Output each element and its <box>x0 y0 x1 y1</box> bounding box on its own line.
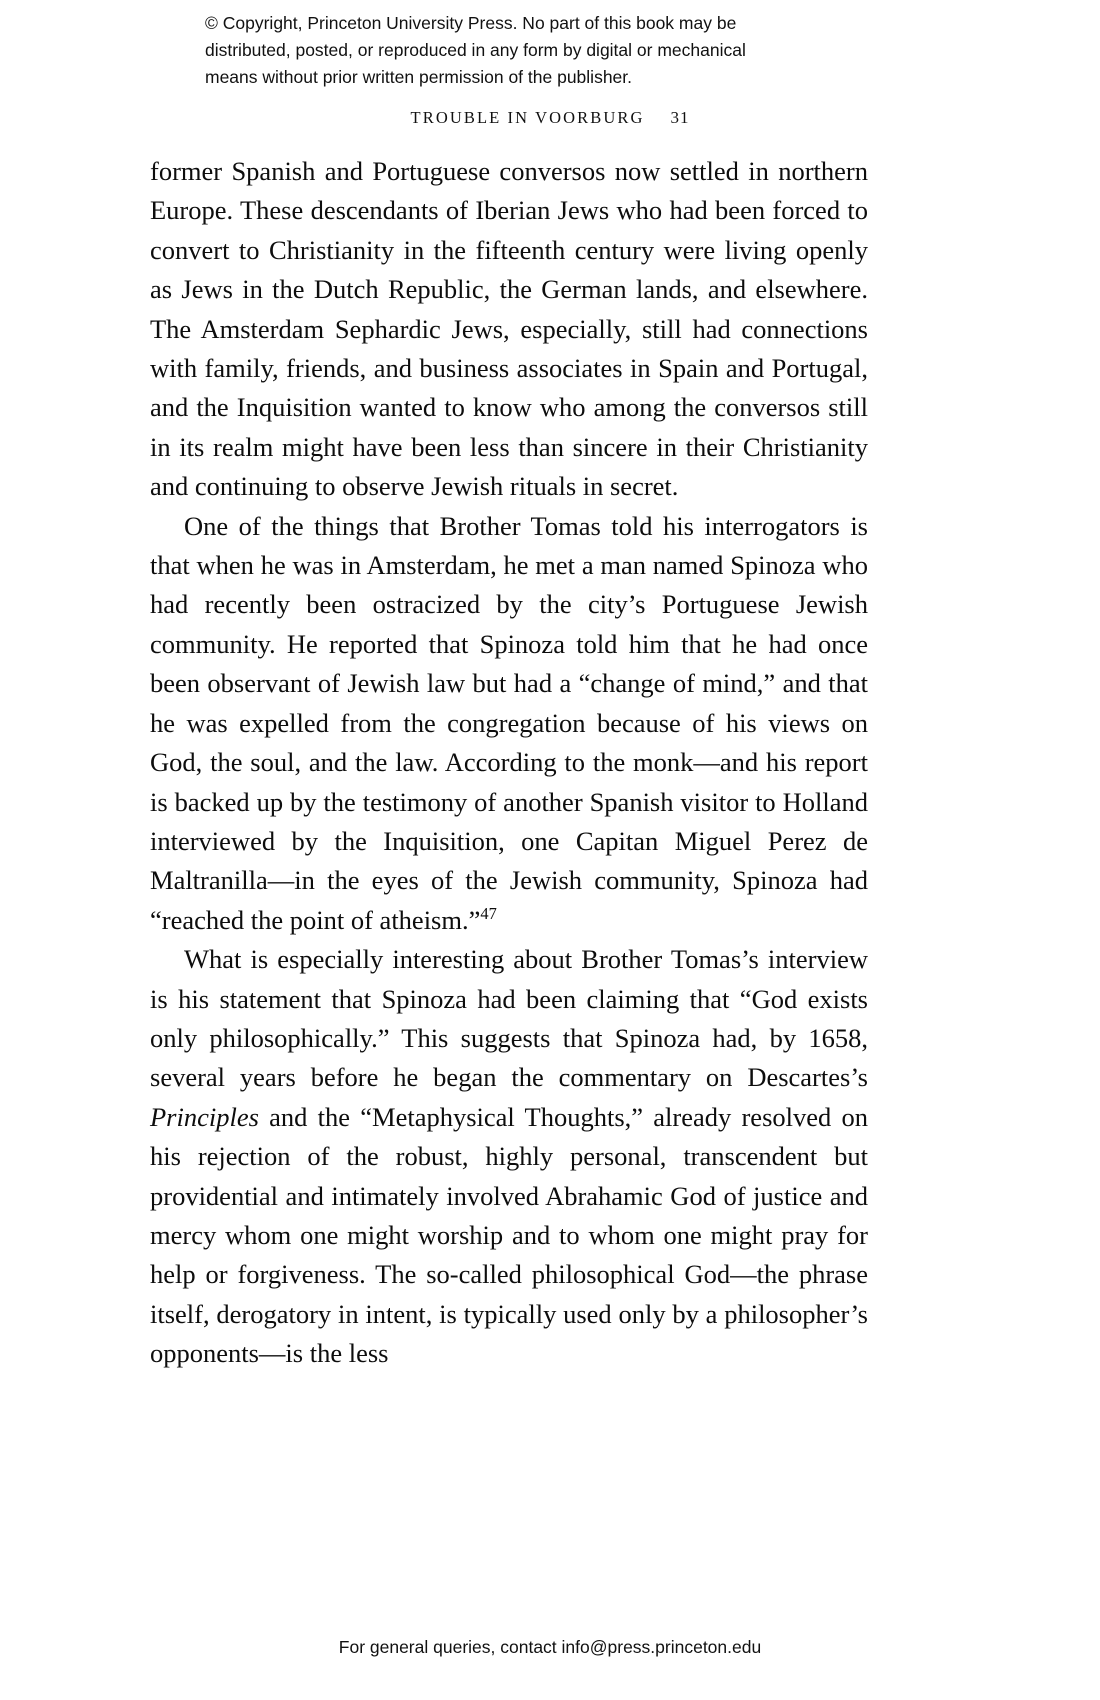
copyright-line-3: means without prior written permission of the publisher. <box>205 67 633 87</box>
copyright-line-1: © Copyright, Princeton University Press. No part of this book may be <box>205 13 737 33</box>
body-text <box>150 152 868 1374</box>
paragraph-1: former Spanish and Portuguese conversos now settled in northern Europe. These descendants of Iberian Jews who had been forced to convert to Christianity in the fifteenth century were living openly as Jews in the Dutch Republic, the German lands, and elsewhere. The Amsterdam Sephardic Jews, especially, still had connections with family, friends, and business associates in Spain and Portugal, and the Inquisition wanted to know who among the conversos still in its realm might have been less than sincere in their Christianity and continuing to observe Jewish rituals in secret. <box>150 156 868 502</box>
copyright-line-2: distributed, posted, or reproduced in any form by digital or mechanical <box>205 40 746 60</box>
paragraph-2 <box>150 507 868 940</box>
book-title-principles: Principles <box>150 1101 259 1132</box>
paragraph-2-text: One of the things that Brother Tomas told his interrogators is that when he was in Amsterdam, he met a man named Spinoza who had recently been ostracized by the city’s Portuguese Jewish community. He reported that Spinoza told him that he had once been observant of Jewish law but had a “change of mind,” and that he was expelled from the congregation because of his views on God, the soul, and the law. According to the monk—and his report is backed up by the testimony of another Spanish visitor to Holland interviewed by the Inquisition, one Capitan Miguel Perez de Maltranilla—in the eyes of the Jewish community, Spinoza had “reached the point of atheism.” <box>150 510 868 935</box>
footnote-marker-47: 47 <box>480 903 497 923</box>
copyright-notice <box>205 10 905 91</box>
footer-query-note: For general queries, contact info@press.princeton.edu <box>338 1637 762 1657</box>
running-head <box>160 108 940 128</box>
paragraph-3 <box>150 940 868 1373</box>
running-head-title: TROUBLE IN VOORBURG <box>410 108 645 127</box>
paragraph-3-text-part-1: What is especially interesting about Brother Tomas’s interview is his statement that Spinoza had been claiming that “God exists only philosophically.” This suggests that Spinoza had, by 1658, several years before he began the commentary on Descartes’s <box>150 944 868 1093</box>
page-number: 31 <box>670 108 690 127</box>
paragraph-3-text-part-2: and the “Metaphysical Thoughts,” already resolved on his rejection of the robust, highly personal, transcendent but providential and intimately involved Abrahamic God of justice and mercy whom one might worship and to whom one might pray for help or forgiveness. The so-called philosophical God—the phrase itself, derogatory in intent, is typically used only by a philosopher’s opponents—is the less <box>150 1101 868 1369</box>
